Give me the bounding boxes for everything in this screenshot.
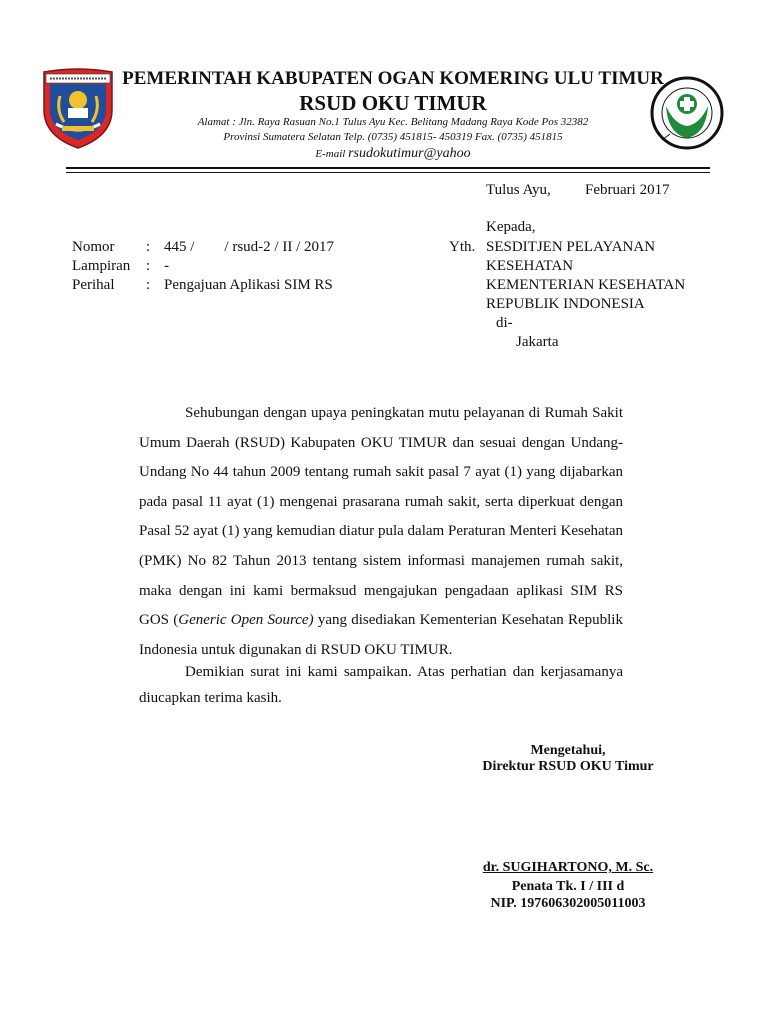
signature-acknowledge: Mengetahui, xyxy=(530,743,606,758)
meta-label: Perihal xyxy=(72,277,115,293)
letterhead-title: PEMERINTAH KABUPATEN OGAN KOMERING ULU TIMUR xyxy=(122,68,664,89)
signature-title: Direktur RSUD OKU Timur xyxy=(482,759,654,774)
recipient-line: REPUBLIK INDONESIA xyxy=(486,296,645,312)
meta-value: - xyxy=(164,258,169,274)
meta-colon: : xyxy=(146,277,151,293)
meta-colon: : xyxy=(146,258,151,274)
recipient-yth: Yth. xyxy=(449,239,476,255)
letterhead-rule-thick xyxy=(66,167,710,169)
recipient-kepada: Kepada, xyxy=(486,219,536,235)
signatory-name: dr. SUGIHARTONO, M. Sc. xyxy=(482,860,654,875)
letter-body xyxy=(139,399,623,665)
body-italic: Generic Open Source) xyxy=(178,612,314,629)
recipient-line: Jakarta xyxy=(516,334,559,350)
address-line-2: Provinsi Sumatera Selatan Telp. (0735) 451815- 450319 Fax. (0735) 451815 xyxy=(223,131,563,143)
letter-meta xyxy=(72,238,334,295)
recipient-line: KESEHATAN xyxy=(486,258,574,274)
email-label: E-mail xyxy=(315,148,346,160)
date-place: Tulus Ayu, xyxy=(486,182,551,198)
body-paragraph-1 xyxy=(139,399,623,665)
signatory-rank: Penata Tk. I / III d xyxy=(511,879,625,894)
meta-row-nomor xyxy=(72,238,334,257)
body-text: yang disediakan Kementerian Kesehatan Republik Indonesia untuk digunakan di RSUD OKU TIMUR. xyxy=(139,612,623,658)
recipient-line: KEMENTERIAN KESEHATAN xyxy=(486,277,686,293)
meta-label: Lampiran xyxy=(72,258,131,274)
email-line xyxy=(0,146,768,162)
recipient-block xyxy=(486,238,726,352)
email-address: rsudokutimur@yahoo xyxy=(348,146,471,161)
letter-date: Februari 2017 xyxy=(585,182,670,198)
meta-row-perihal xyxy=(72,276,334,295)
address-line-1: Alamat : Jln. Raya Rasuan No.1 Tulus Ayu Kec. Belitang Madang Raya Kode Pos 32382 xyxy=(197,116,589,128)
meta-value: Pengajuan Aplikasi SIM RS xyxy=(164,277,333,293)
body-text: Sehubungan dengan upaya peningkatan mutu pelayanan di Rumah Sakit Umum Daerah (RSUD) Kabupaten OKU TIMUR dan sesuai dengan Undang-Undang No 44 tahun 2009 tentang rumah sakit pasal 7 ayat (1) yang dijabarkan pada pasal 11 ayat (1) mengenai prasarana rumah sakit, serta diperkuat dengan Pasal 52 ayat (1) yang kemudian diatur pula dalam Peraturan Menteri Kesehatan (PMK) No 82 Tahun 2013 tentang sistem informasi manajemen rumah sakit, maka dengan ini kami bermaksud mengajukan pengadaan aplikasi SIM RS GOS ( xyxy=(139,405,623,629)
recipient-line: SESDITJEN PELAYANAN xyxy=(486,239,656,255)
letterhead-subtitle: RSUD OKU TIMUR xyxy=(299,91,487,115)
body-paragraph-2: Demikian surat ini kami sampaikan. Atas perhatian dan kerjasamanya diucapkan terima kasih. xyxy=(139,664,623,706)
meta-colon: : xyxy=(146,239,151,255)
meta-row-lampiran xyxy=(72,257,334,276)
meta-value: 445 / / rsud-2 / II / 2017 xyxy=(164,239,334,255)
signatory-nip: NIP. 197606302005011003 xyxy=(490,896,646,911)
letterhead-rule-thin xyxy=(66,172,710,173)
letter-closing xyxy=(139,659,623,711)
recipient-line: di- xyxy=(496,315,513,331)
meta-label: Nomor xyxy=(72,239,115,255)
